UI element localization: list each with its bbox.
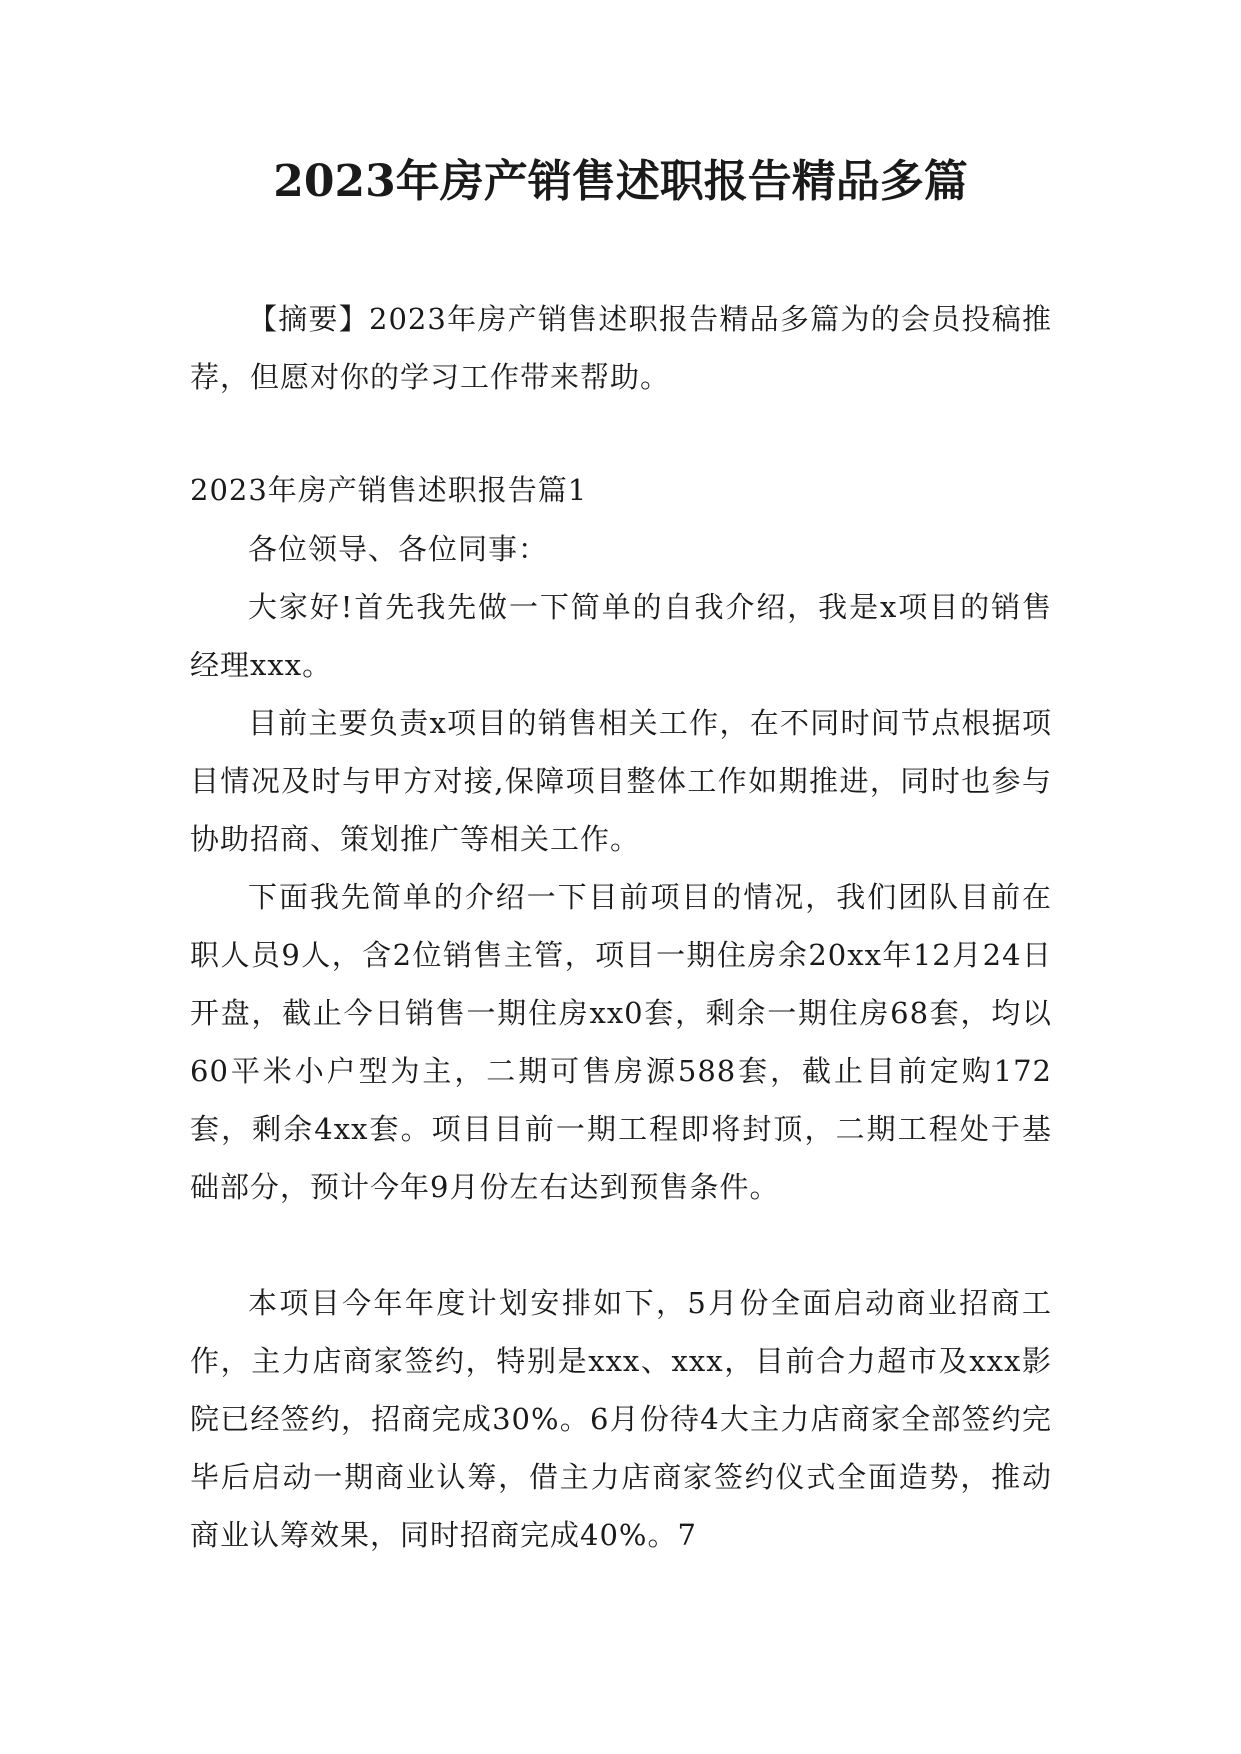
section-heading: 2023年房产销售述职报告篇1 bbox=[190, 473, 588, 507]
document-title: 2023年房产销售述职报告精品多篇 bbox=[273, 156, 968, 207]
body-paragraph: 本项目今年年度计划安排如下，5月份全面启动商业招商工作，主力店商家签约，特别是xxx、xxx，目前合力超市及xxx影院已经签约，招商完成30%。6月份待4大主力店商家全部签约完毕后启动一期商业认筹，借主力店商家签约仪式全面造势，推动商业认筹效果，同时招商完成40%。7 bbox=[190, 1286, 1052, 1552]
body-paragraph: 大家好!首先我先做一下简单的自我介绍，我是x项目的销售经理xxx。 bbox=[190, 590, 1052, 682]
body-paragraph: 下面我先简单的介绍一下目前项目的情况，我们团队目前在职人员9人，含2位销售主管，项目一期住房余20xx年12月24日开盘，截止今日销售一期住房xx0套，剩余一期住房68套，均以60平米小户型为主，二期可售房源588套，截止目前定购172套，剩余4xx套。项目目前一期工程即将封顶，二期工程处于基础部分，预计今年9月份左右达到预售条件。 bbox=[190, 880, 1052, 1204]
body-paragraph: 目前主要负责x项目的销售相关工作，在不同时间节点根据项目情况及时与甲方对接,保障项目整体工作如期推进，同时也参与协助招商、策划推广等相关工作。 bbox=[190, 706, 1052, 856]
abstract-paragraph: 【摘要】2023年房产销售述职报告精品多篇为的会员投稿推荐，但愿对你的学习工作带来帮助。 bbox=[190, 302, 1052, 394]
greeting-line: 各位领导、各位同事： bbox=[248, 532, 549, 566]
